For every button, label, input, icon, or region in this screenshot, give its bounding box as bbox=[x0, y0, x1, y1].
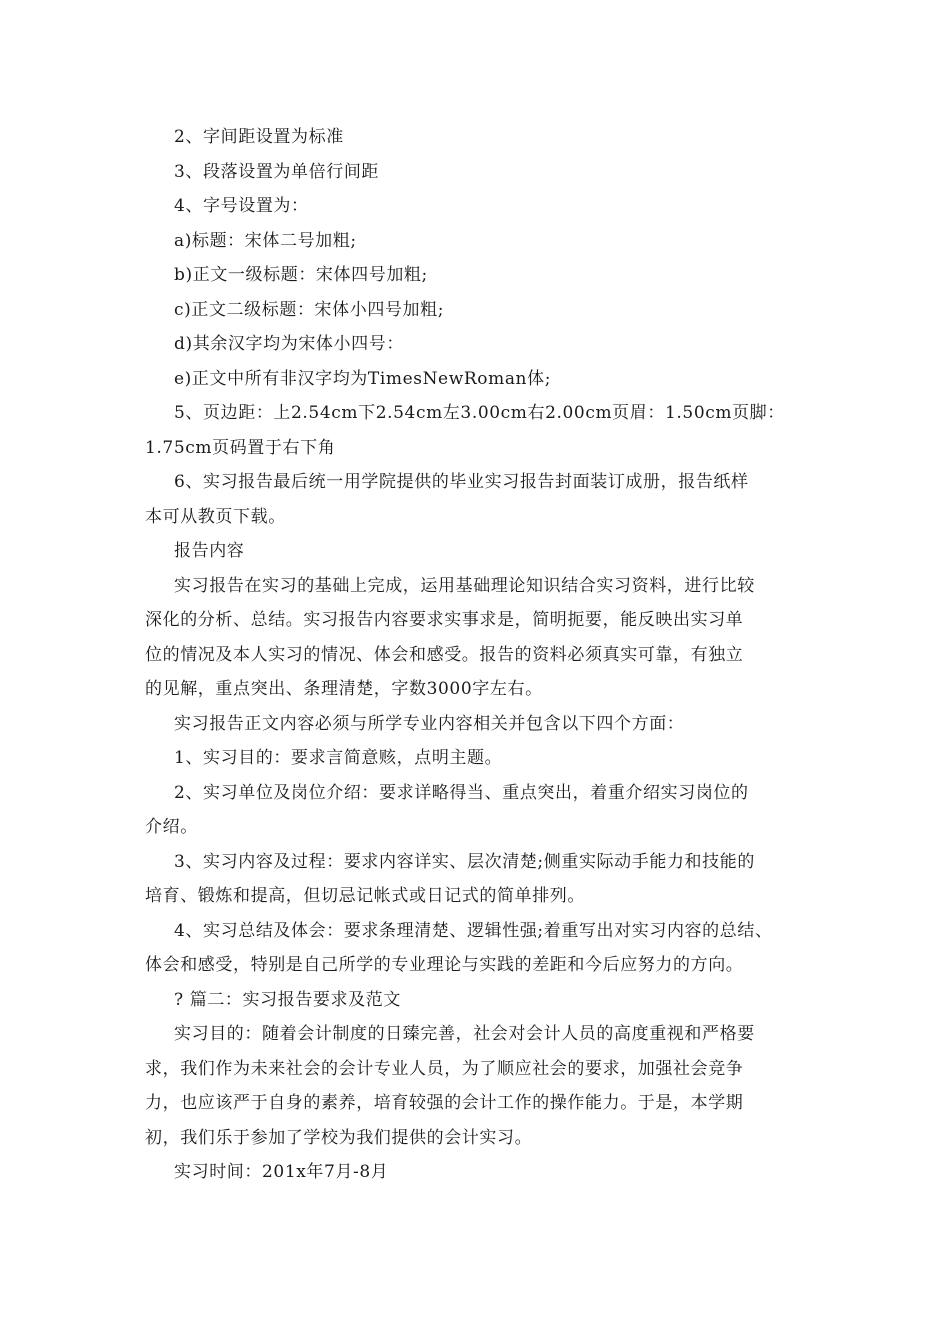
paragraph bbox=[145, 224, 825, 259]
text-line: b)正文一级标题：宋体四号加粗; bbox=[174, 265, 428, 285]
text-line: 6、实习报告最后统一用学院提供的毕业实习报告封面装订成册，报告纸样 bbox=[174, 472, 749, 492]
text-line: 体会和感受，特别是自己所学的专业理论与实践的差距和今后应努力的方向。 bbox=[145, 955, 744, 975]
text-line: 力，也应该严于自身的素养，培育较强的会计工作的操作能力。于是，本学期 bbox=[145, 1093, 744, 1113]
paragraph bbox=[145, 120, 825, 155]
text-line: 位的情况及本人实习的情况、体会和感受。报告的资料必须真实可靠，有独立 bbox=[145, 644, 744, 665]
text-line: d)其余汉字均为宋体小四号： bbox=[174, 334, 404, 354]
paragraph bbox=[145, 155, 825, 190]
paragraph bbox=[145, 465, 825, 534]
paragraph bbox=[145, 845, 825, 914]
paragraph bbox=[145, 707, 825, 742]
paragraph bbox=[145, 534, 825, 569]
text-line: 介绍。 bbox=[145, 817, 198, 837]
text-line: e)正文中所有非汉字均为TimesNewRoman体; bbox=[174, 368, 552, 389]
text-line: 1.75cm页码置于右下角 bbox=[145, 437, 336, 458]
paragraph bbox=[145, 189, 825, 224]
text-line: a)标题：宋体二号加粗; bbox=[174, 230, 357, 251]
text-line: 求，我们作为未来社会的会计专业人员，为了顺应社会的要求，加强社会竞争 bbox=[145, 1058, 744, 1079]
text-line: 初，我们乐于参加了学校为我们提供的会计实习。 bbox=[145, 1127, 533, 1148]
text-line: 培育、锻炼和提高，但切忌记帐式或日记式的简单排列。 bbox=[145, 886, 585, 906]
paragraph bbox=[145, 327, 825, 362]
text-line: 实习报告正文内容必须与所学专业内容相关并包含以下四个方面： bbox=[174, 713, 685, 734]
text-line: 4、字号设置为： bbox=[174, 196, 309, 216]
text-line: 2、字间距设置为标准 bbox=[174, 127, 344, 147]
text-line: 实习报告在实习的基础上完成，运用基础理论知识结合实习资料，进行比较 bbox=[174, 575, 755, 596]
text-line: 本可从教页下载。 bbox=[145, 506, 286, 527]
text-line: 实习目的：随着会计制度的日臻完善，社会对会计人员的高度重视和严格要 bbox=[174, 1024, 755, 1044]
text-line: 报告内容 bbox=[174, 541, 245, 561]
text-line: 5、页边距：上2.54cm下2.54cm左3.00cm右2.00cm页眉：1.50cm页脚： bbox=[174, 403, 785, 423]
paragraph bbox=[145, 396, 825, 465]
text-line: ? 篇二：实习报告要求及范文 bbox=[174, 989, 401, 1010]
paragraph bbox=[145, 1155, 825, 1190]
text-line: 深化的分析、总结。实习报告内容要求实事求是，简明扼要，能反映出实习单 bbox=[145, 610, 744, 630]
text-line: 4、实习总结及体会：要求条理清楚、逻辑性强;着重写出对实习内容的总结、 bbox=[174, 920, 773, 941]
text-line: 2、实习单位及岗位介绍：要求详略得当、重点突出，着重介绍实习岗位的 bbox=[174, 782, 749, 803]
paragraph bbox=[145, 569, 825, 707]
paragraph bbox=[145, 258, 825, 293]
text-line: 3、段落设置为单倍行间距 bbox=[174, 161, 380, 182]
text-line: 实习时间：201x年7月-8月 bbox=[174, 1162, 389, 1182]
paragraph bbox=[145, 741, 825, 776]
paragraph bbox=[145, 293, 825, 328]
paragraph bbox=[145, 362, 825, 397]
paragraph bbox=[145, 1017, 825, 1155]
paragraph bbox=[145, 983, 825, 1018]
paragraph bbox=[145, 914, 825, 983]
paragraph bbox=[145, 776, 825, 845]
document-body bbox=[145, 120, 825, 1190]
text-line: 的见解，重点突出、条理清楚，字数3000字左右。 bbox=[145, 679, 543, 699]
text-line: 3、实习内容及过程：要求内容详实、层次清楚;侧重实际动手能力和技能的 bbox=[174, 851, 755, 872]
text-line: 1、实习目的：要求言简意赅，点明主题。 bbox=[174, 748, 503, 768]
text-line: c)正文二级标题：宋体小四号加粗; bbox=[174, 299, 445, 320]
